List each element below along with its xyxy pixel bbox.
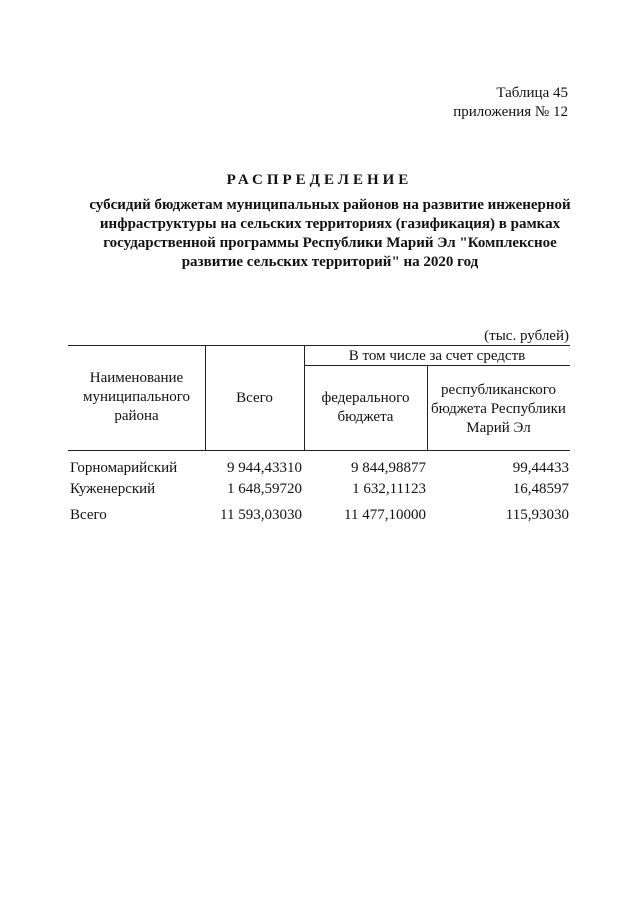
district-name: Куженерский — [70, 481, 156, 497]
republic-value: 16,48597 — [512, 481, 569, 497]
district-name: Горномарийский — [70, 460, 178, 476]
total-value: 9 944,43310 — [227, 460, 302, 476]
units-label: (тыс. рублей) — [484, 328, 569, 344]
subtitle-line: государственной программы Республики Марий Эл "Комплексное — [103, 235, 557, 251]
header-federal: федерального бюджета — [321, 390, 410, 425]
header-total: Всего — [236, 390, 273, 406]
federal-value: 11 477,10000 — [344, 507, 426, 523]
document-subtitle — [60, 196, 600, 272]
total-value: 1 648,59720 — [227, 481, 302, 497]
federal-value: 9 844,98877 — [351, 460, 426, 476]
subtitle-line: инфраструктуры на сельских территориях (газификация) в рамках — [99, 216, 561, 232]
header-republic: республиканского бюджета Республики Марий Эл — [431, 382, 566, 436]
header-name: Наименование муниципального района — [82, 370, 191, 424]
republic-value: 115,93030 — [505, 507, 569, 523]
table-top-border — [68, 345, 570, 346]
republic-value: 99,44433 — [512, 460, 569, 476]
subtitle-line: субсидий бюджетам муниципальных районов на развитие инженерной — [89, 197, 571, 213]
document-title: РАСПРЕДЕЛЕНИЕ — [226, 172, 413, 188]
header-group: В том числе за счет средств — [348, 348, 526, 364]
federal-value: 1 632,11123 — [352, 481, 426, 497]
total-value: 11 593,03030 — [220, 507, 302, 523]
subtitle-line: развитие сельских территорий" на 2020 год — [181, 254, 479, 270]
table-reference — [453, 84, 568, 122]
appendix-number: приложения № 12 — [453, 104, 568, 120]
header-bottom-border — [68, 450, 570, 451]
table-number: Таблица 45 — [496, 85, 568, 101]
total-label: Всего — [70, 507, 107, 523]
